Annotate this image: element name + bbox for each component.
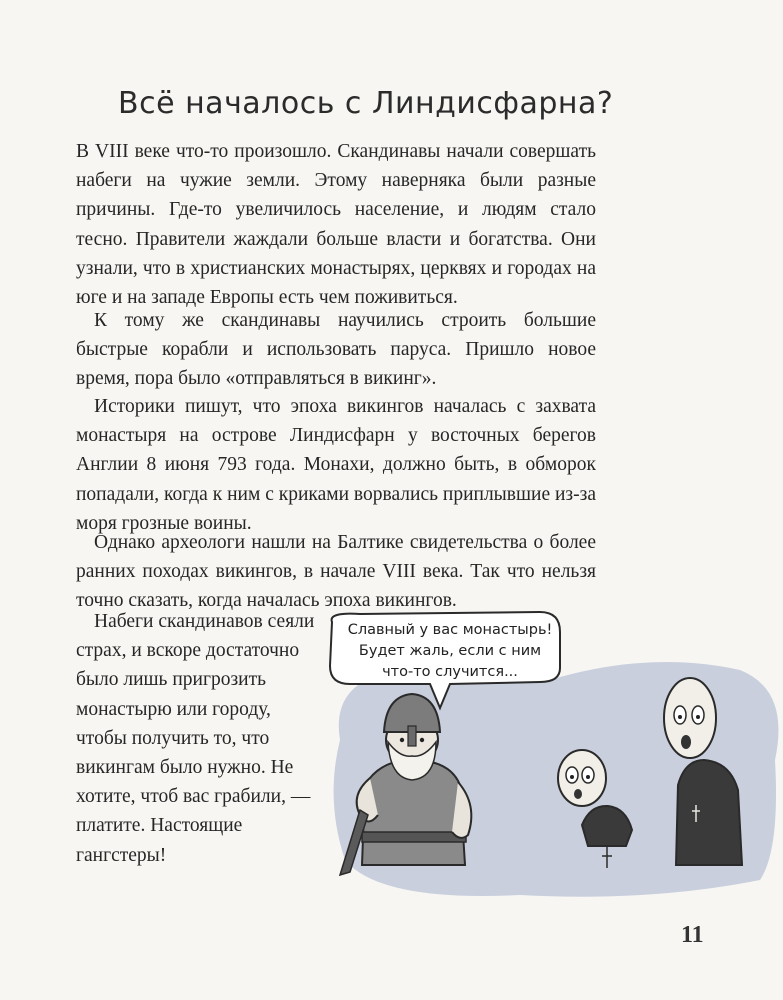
- speech-bubble-text: [340, 620, 560, 683]
- speech-line-1: Славный у вас монастырь!: [347, 622, 553, 638]
- speech-line-3: что-то случится...: [382, 664, 518, 680]
- paragraph-3: Историки пишут, что эпоха викингов началась с захвата монастыря на острове Линдисфарн у восточных берегов Англии 8 июня 793 года. Монахи, должно быть, в обморок попадали, когда к ним с криками ворвались приплывшие из-за моря грозные воины.: [76, 396, 596, 534]
- speech-line-2: Будет жаль, если с ним: [358, 643, 542, 659]
- paragraph-5-text: Набеги скандинавов сеяли страх, и вскоре достаточно было лишь пригрозить монастырю или городу, чтобы получить то, что викингам было нужно. Не хотите, чтоб вас грабили, — платите. Настоящие гангстеры!: [76, 611, 315, 866]
- page-title: Всё началось с Линдисфарна?: [118, 86, 614, 121]
- paragraph-5: [76, 607, 326, 870]
- page-number: 11: [681, 922, 704, 948]
- paragraph-2: К тому же скандинавы научились строить большие быстрые корабли и использовать паруса. Пришло новое время, пора было «отправляться в викинг».: [76, 310, 596, 390]
- paragraph-1: В VIII веке что-то произошло. Скандинавы начали совершать набеги на чужие земли. Этому наверняка были разные причины. Где-то увеличилось население, и людям стало тесно. Правители жаждали больше власти и богатства. Они узнали, что в христианских монастырях, церквях и городах на юге и на западе Европы есть чем поживиться.: [76, 141, 596, 309]
- paragraph-4: Однако археологи нашли на Балтике свидетельства о более ранних походах викингов, в начале VIII века. Так что нельзя точно сказать, когда началась эпоха викингов.: [76, 532, 596, 612]
